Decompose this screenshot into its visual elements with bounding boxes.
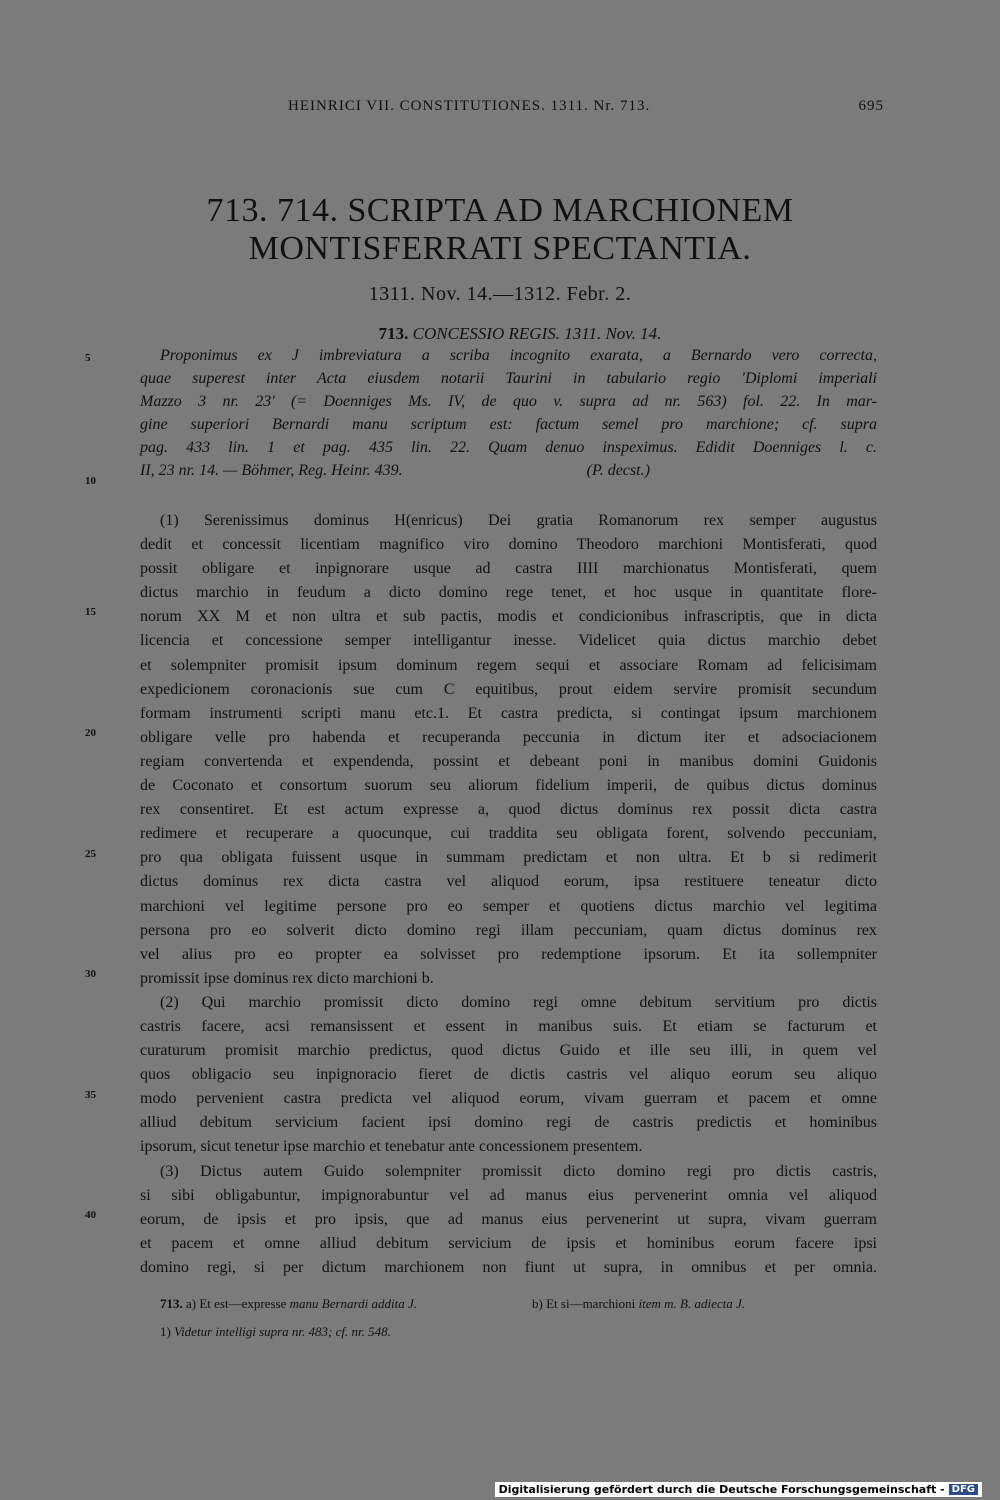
body-line: persona pro eo solverit dicto domino regi illam peccuniam, quam dictus dominus rex xyxy=(140,921,877,939)
body-line: (1) Serenissimus dominus H(enricus) Dei gratia Romanorum rex semper augustus xyxy=(160,512,877,529)
body-line: et pacem et omne alliud debitum servicium de ipsis et hominibus eorum facere ipsi xyxy=(140,1234,877,1252)
footnotes xyxy=(160,1290,880,1346)
section-number: 713. xyxy=(378,324,409,343)
footnote-b-text: Et si—marchioni xyxy=(546,1296,636,1311)
intro-line: Proponimus ex J imbreviatura a scriba incognito exarata, a Bernardo vero correcta, xyxy=(160,347,877,364)
section-title: CONCESSIO REGIS. 1311. Nov. 14. xyxy=(412,324,662,343)
editorial-intro xyxy=(140,344,877,482)
footnote-b-note: item m. B. adiecta J. xyxy=(638,1296,746,1311)
body-line: licencia et concessione semper intelligantur inesse. Videlicet quia dictus marchio debet xyxy=(140,632,877,650)
dfg-logo-icon: DFG xyxy=(949,1484,978,1495)
footnote-b-mark: b) xyxy=(532,1296,543,1311)
footnote-row-lettered xyxy=(160,1290,880,1318)
body-line: (2) Qui marchio promissit dicto domino regi omne debitum servitium pro dictis xyxy=(160,993,877,1011)
body-line: ipsorum, sicut tenetur ipse marchio et tenebatur ante concessionem presentem. xyxy=(140,1138,643,1156)
body-line: de Coconato et consortum suorum seu aliorum fidelium imperii, de quibus dictus dominus xyxy=(140,777,877,795)
footnote-a-mark: a) xyxy=(186,1296,197,1311)
title-dates: 1311. Nov. 14.—1312. Febr. 2. xyxy=(368,283,632,305)
body-line: curaturum promisit marchio predictus, quod dictus Guido et ille seu illi, in quem vel xyxy=(140,1042,877,1060)
body-line: regiam convertenda et expendenda, possint et debeant poni in manibus domini Guidonis xyxy=(140,752,877,770)
line-number: 20 xyxy=(85,727,96,739)
body-line: dictus dominus rex dicta castra vel aliquod eorum, ipsa restituere teneatur dicto xyxy=(140,873,877,891)
footnote-row-numbered xyxy=(160,1318,880,1346)
footnote-b xyxy=(532,1290,745,1318)
body-line: et solempniter promisit ipsum dominum regem sequi et associare Romam ad felicisimam xyxy=(140,656,877,674)
body-line: castris facere, acsi remansissent et essent in manibus suis. Et etiam se facturum et xyxy=(140,1017,877,1035)
body-line: obligare velle pro habenda et recuperanda peccunia in dictum iter et adsociacionem xyxy=(140,728,877,746)
body-line: rex consentiret. Et est actum expresse a, quod dictus dominus rex possit dicta castra xyxy=(140,801,877,819)
footer-credit-text: Digitalisierung gefördert durch die Deutsche Forschungsgemeinschaft - xyxy=(498,1483,945,1496)
body-line: domino regi, si per dictum marchionem non fiunt ut supra, in omnibus et per omnia. xyxy=(140,1258,877,1276)
body-line: norum XX M et non ultra et sub pactis, modis et condicionibus infrascriptis, que in dicta xyxy=(140,608,877,626)
body-line: alliud debitum servicium facient ipsi domino regi de castris predictis et hominibus xyxy=(140,1114,877,1132)
footnote-number: 713. xyxy=(160,1296,183,1311)
footnote-1-mark: 1) xyxy=(160,1324,171,1339)
body-line: formam instrumenti scripti manu etc.1. Et castra predicta, si contingat ipsum marchionem xyxy=(140,704,877,722)
intro-line: II, 23 nr. 14. — Böhmer, Reg. Heinr. 439. (P. decst.) xyxy=(140,462,650,479)
line-number: 30 xyxy=(85,968,96,980)
line-number: 10 xyxy=(85,475,96,487)
intro-line: gine superiori Bernardi manu scriptum est: factum semel pro marchione; cf. supra xyxy=(140,416,877,433)
footnote-1-text: Videtur intelligi supra nr. 483; cf. nr. 548. xyxy=(174,1324,391,1339)
body-line: modo pervenient castra predicta vel aliquod eorum, vivam guerram et pacem et omne xyxy=(140,1090,877,1108)
intro-line: quae superest inter Acta eiusdem notarii Taurini in tabulario regio 'Diplomi imperiali xyxy=(140,370,877,387)
intro-line: pag. 433 lin. 1 et pag. 435 lin. 22. Quam denuo inspeximus. Edidit Doenniges l. c. xyxy=(140,439,877,456)
document-title xyxy=(160,192,840,268)
page-number: 695 xyxy=(858,98,884,114)
footer-credit xyxy=(495,1482,982,1497)
body-line: marchioni vel legitime persone pro eo semper et quotiens dictus marchio vel legitima xyxy=(140,897,877,915)
section-heading xyxy=(160,324,880,344)
body-line: promissit ipse dominus rex dicto marchioni b. xyxy=(140,969,434,987)
line-number: 5 xyxy=(85,352,91,364)
body-line: vel alius pro eo propter ea solvisset pro redemptione ipsorum. Et ita sollempniter xyxy=(140,945,877,963)
footnote-a-text: Et est—expresse xyxy=(199,1296,287,1311)
line-number: 35 xyxy=(85,1089,96,1101)
body-line: pro qua obligata fuissent usque in summam predictam et non ultra. Et b si redimerit xyxy=(140,849,877,867)
body-line: expedicionem coronacionis sue cum C equitibus, prout eidem servire promisit secundum xyxy=(140,680,877,698)
body-line: (3) Dictus autem Guido solempniter promissit dicto domino regi pro dictis castris, xyxy=(160,1162,877,1180)
line-number: 15 xyxy=(85,606,96,618)
body-line: quos obligacio seu inpignoracio fieret de dictis castris vel aliquo eorum seu aliquo xyxy=(140,1066,877,1084)
body-line: possit obligare et inpignorare usque ad castra IIII marchionatus Montisferati, quem xyxy=(140,560,877,578)
footnote-a-note: manu Bernardi addita J. xyxy=(289,1296,417,1311)
body-line: redimere et recuperare a quocunque, cui traddita seu obligata forent, solvendo peccuniam, xyxy=(140,825,877,843)
running-head-text: HEINRICI VII. CONSTITUTIONES. 1311. Nr. 713. xyxy=(288,98,651,114)
line-number: 25 xyxy=(85,848,96,860)
line-number: 40 xyxy=(85,1209,96,1221)
title-line-1: 713. 714. SCRIPTA AD MARCHIONEM xyxy=(206,192,794,229)
body-line: dictus marchio in feudum a dicto domino rege tenet, et hoc usque in quantitate flore- xyxy=(140,584,877,602)
intro-line: Mazzo 3 nr. 23' (= Doenniges Ms. IV, de quo v. supra ad nr. 563) fol. 22. In mar- xyxy=(140,393,877,410)
body-line: si sibi obligabuntur, impignorabuntur vel ad manus eius pervenerint omnia vel aliquod xyxy=(140,1186,877,1204)
title-line-2: MONTISFERRATI SPECTANTIA. xyxy=(248,230,752,267)
body-line: dedit et concessit licentiam magnifico viro domino Theodoro marchioni Montisferati, quod xyxy=(140,536,877,554)
body-line: eorum, de ipsis et pro ipsis, que ad manus eius pervenerint ut supra, vivam guerram xyxy=(140,1210,877,1228)
document-body xyxy=(140,509,877,1280)
